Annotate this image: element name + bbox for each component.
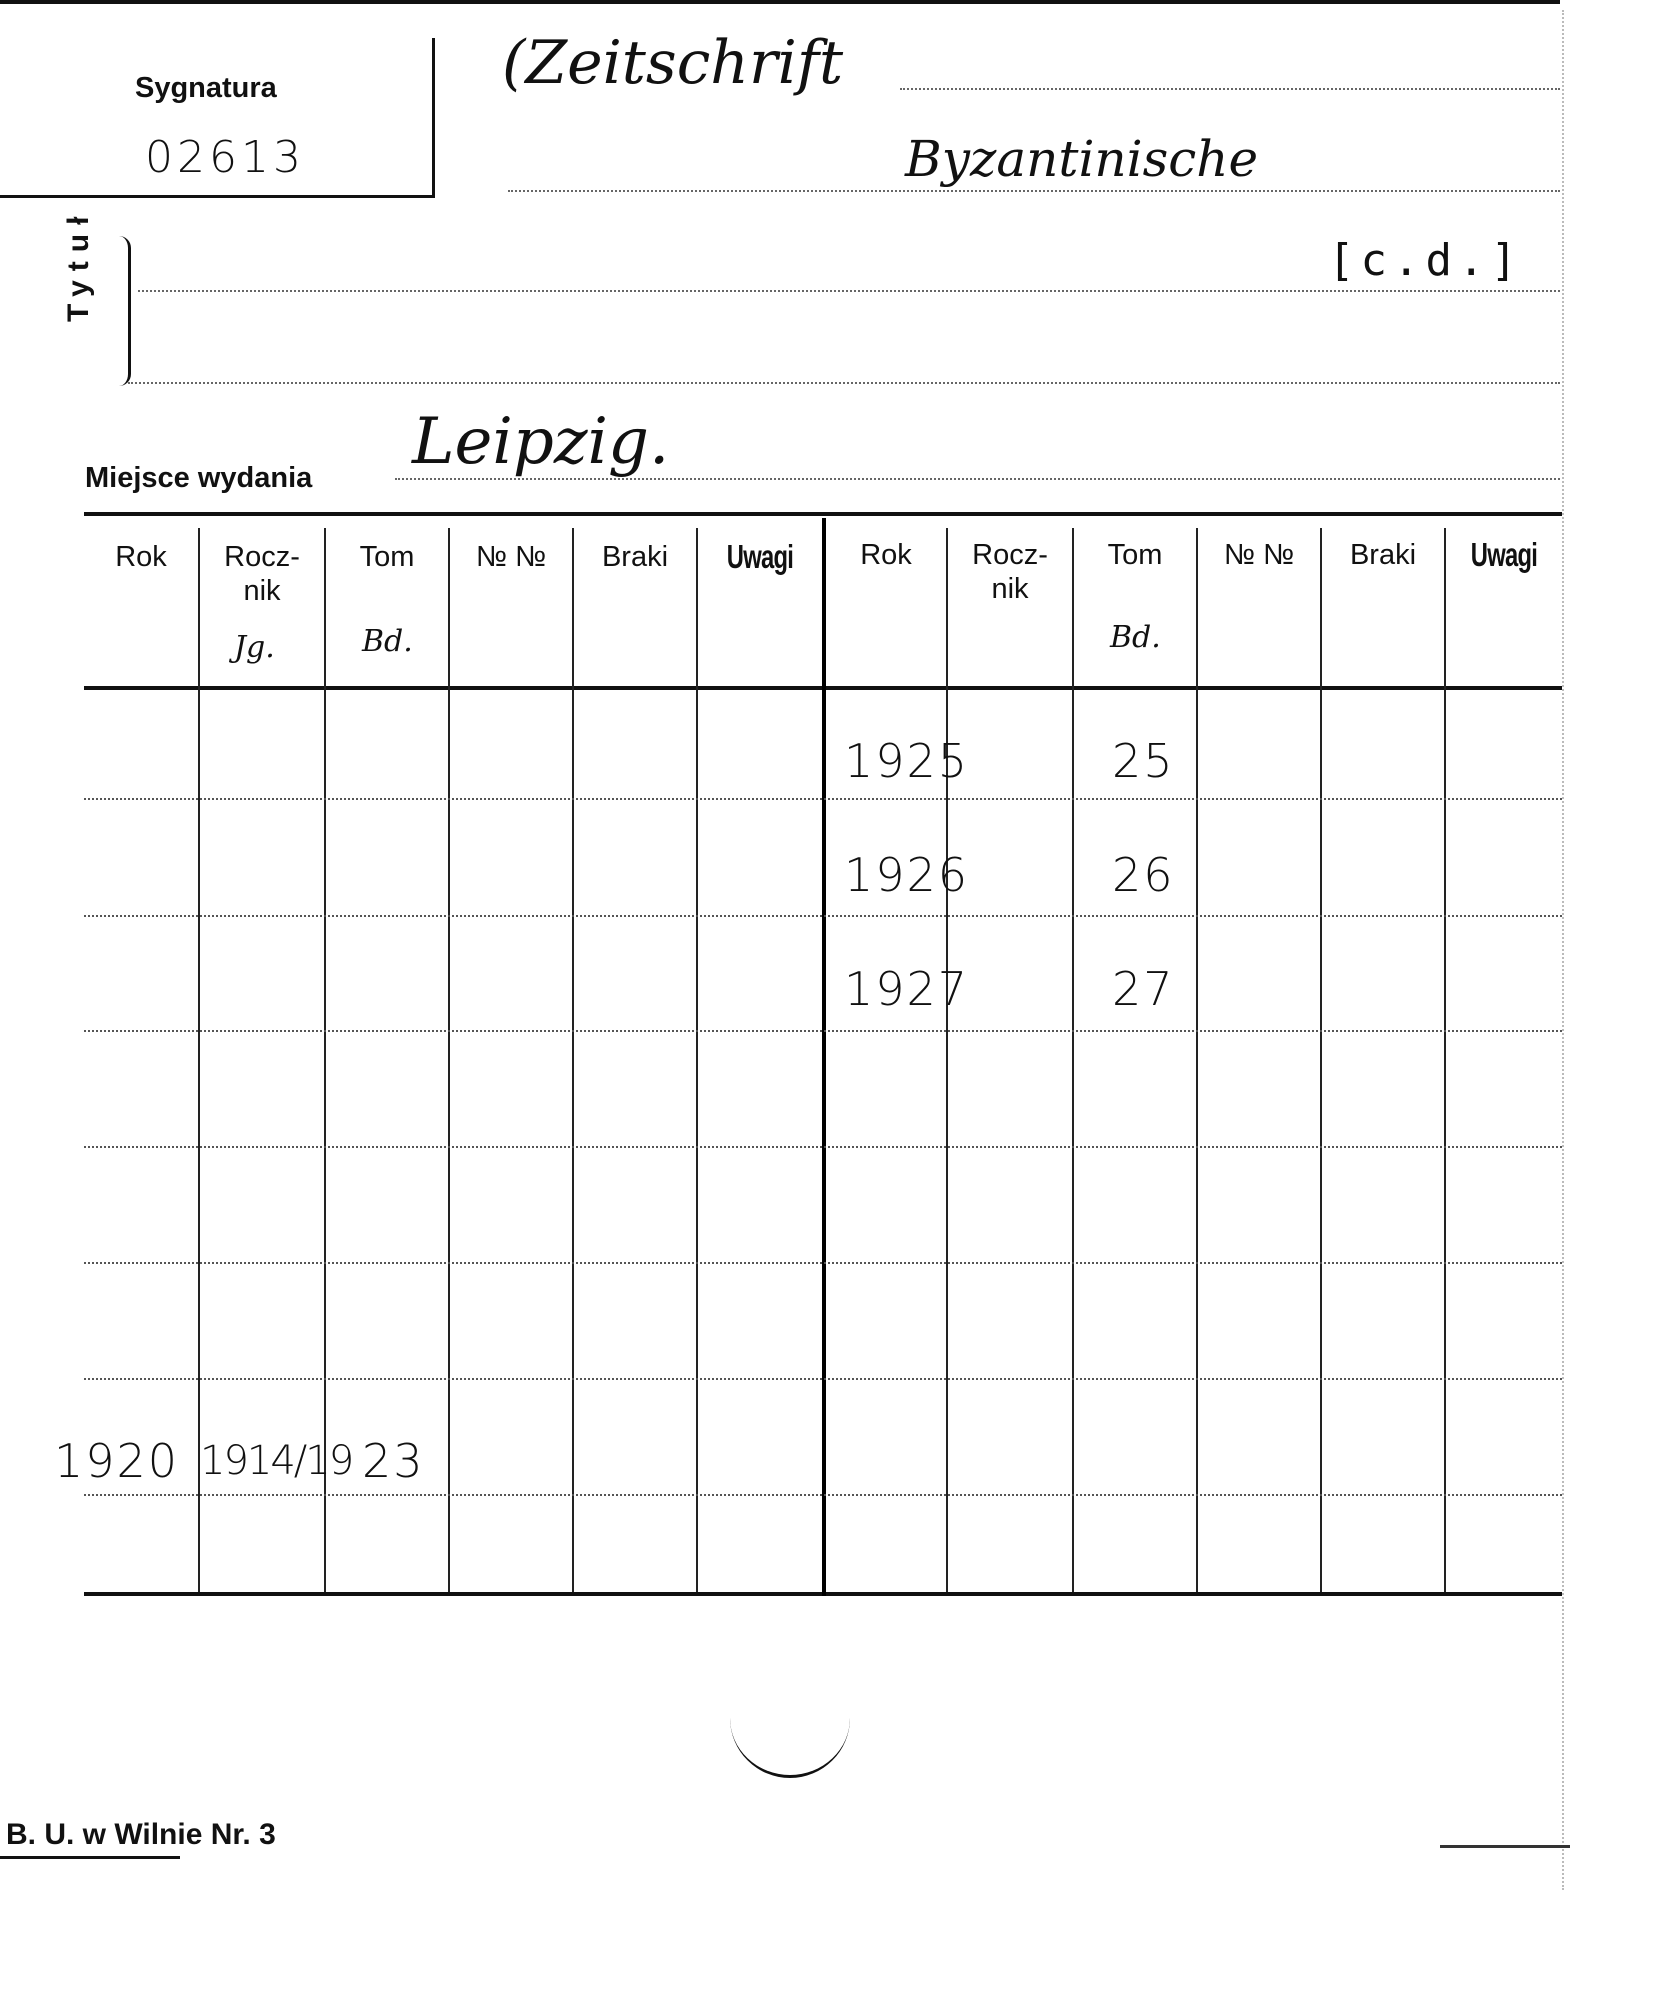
table-cell-rok: 1927	[844, 962, 970, 1016]
column-header: № №	[475, 541, 547, 573]
column-divider	[448, 528, 450, 1592]
table-cell-tom: 27	[1112, 962, 1175, 1016]
title-line-1: (Zeitschrift	[502, 28, 844, 98]
place-label: Miejsce wydania	[85, 462, 313, 494]
dotted-line	[900, 88, 1560, 90]
dotted-line	[138, 290, 1560, 292]
column-divider	[1072, 528, 1074, 1592]
card-top-border	[0, 0, 1560, 4]
row-line	[84, 1030, 1562, 1032]
signature-label: Sygnatura	[135, 72, 277, 104]
row-line	[84, 1262, 1562, 1264]
footer-underline	[0, 1856, 180, 1859]
column-divider	[696, 528, 698, 1592]
card-edge	[1562, 10, 1564, 1890]
column-header: Uwagi	[1470, 536, 1538, 573]
table-cell-rok: 1926	[844, 848, 970, 902]
column-divider	[572, 528, 574, 1592]
row-line	[84, 915, 1562, 917]
column-header: Tom	[359, 541, 415, 573]
pen-stroke	[730, 1705, 850, 1778]
column-divider	[1320, 528, 1322, 1592]
continuation-mark: [c.d.]	[1328, 235, 1523, 286]
title-label: Tytuł	[62, 207, 95, 322]
column-subheader: Bd.	[362, 624, 413, 659]
column-divider	[198, 528, 200, 1592]
row-line	[84, 798, 1562, 800]
pen-stroke	[1440, 1845, 1570, 1848]
column-subheader: Bd.	[1110, 620, 1161, 655]
dotted-line	[395, 478, 1560, 480]
table-cell-rok: 1920	[54, 1434, 180, 1488]
row-line	[84, 1378, 1562, 1380]
column-header: Braki	[601, 541, 669, 573]
table-cell-tom: 25	[1112, 734, 1175, 788]
title-brace	[118, 236, 131, 386]
column-divider	[1444, 528, 1446, 1592]
table-cell-rok: 1925	[844, 734, 970, 788]
column-header: Tom	[1107, 539, 1163, 571]
column-header: Braki	[1349, 539, 1417, 571]
column-divider	[946, 528, 948, 1592]
column-header: Rok	[860, 539, 912, 571]
table-cell-rocznik: 1914/19	[200, 1438, 353, 1484]
row-line	[84, 1494, 1562, 1496]
table-cell-tom: 23	[362, 1434, 425, 1488]
place-value: Leipzig.	[412, 405, 670, 479]
footer-printer-mark: B. U. w Wilnie Nr. 3	[6, 1818, 276, 1851]
column-header: № №	[1223, 539, 1295, 571]
column-header: Uwagi	[726, 538, 794, 575]
center-divider	[822, 518, 826, 1596]
column-divider	[1196, 528, 1198, 1592]
title-line-2: Byzantinische	[905, 130, 1259, 188]
column-header: Rok	[115, 541, 167, 573]
holdings-table	[54, 512, 1562, 1598]
signature-value: 02613	[145, 132, 305, 183]
row-line	[84, 1146, 1562, 1148]
column-header: Rocz- nik	[972, 539, 1048, 605]
column-subheader: Jg.	[234, 630, 275, 665]
table-top-rule	[84, 512, 1562, 516]
dotted-line	[128, 382, 1560, 384]
dotted-line	[508, 190, 1560, 192]
column-divider	[324, 528, 326, 1592]
table-cell-tom: 26	[1112, 848, 1175, 902]
column-header: Rocz- nik	[224, 541, 300, 607]
